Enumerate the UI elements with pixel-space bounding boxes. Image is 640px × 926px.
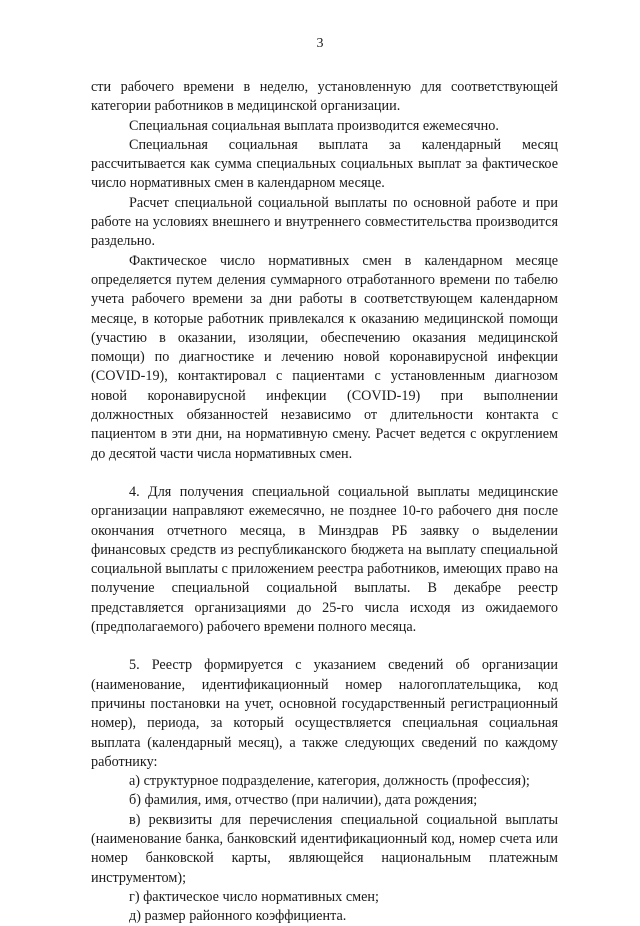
document-body [91,78,558,926]
list-item-g: г) фактическое число нормативных смен; [129,888,379,905]
paragraph-separate-calculation: Расчет специальной социальной выплаты по основной работе и при работе на условиях внешнего и внутреннего совместительства производится раздельно. [91,194,558,250]
list-item-a: а) структурное подразделение, категория, должность (профессия); [129,773,530,790]
list-item-b: б) фамилия, имя, отчество (при наличии), дата рождения; [129,792,478,809]
paragraph-item-5: 5. Реестр формируется с указанием сведений об организации (наименование, идентификационный номер налогоплательщика, код причины постановки на учет, основной государственный регистрационный номер), периода, за который осуществляется специальная социальная выплата (календарный месяц), а также следующих сведений по каждому работнику: [91,657,558,770]
page-number: 3 [316,36,324,51]
paragraph-monthly-calculation: Специальная социальная выплата за календарный месяц рассчитывается как сумма специальных социальных выплат за фактическое число нормативных смен в календарном месяце. [91,136,558,192]
paragraph-monthly-payment: Специальная социальная выплата производится ежемесячно. [129,117,499,134]
paragraph-item-4: 4. Для получения специальной социальной выплаты медицинские организации направляют ежемесячно, не позднее 10-го рабочего дня после окончания отчетного месяца, в Минздрав РБ заявку о выделении финансовых средств из республиканского бюджета на выплату специальной социальной выплаты с приложением реестра работников, имеющих право на получение специальной социальной выплаты. В декабре реестр представляется организациями до 25-го числа исходя из ожидаемого (предполагаемого) рабочего времени полного месяца. [91,483,558,636]
list-item-v: в) реквизиты для перечисления специальной социальной выплаты (наименование банка, банковский идентификационный код, номер счета или номер банковской карты, являющейся национальным платежным инструментом); [91,811,558,886]
paragraph-actual-shifts: Фактическое число нормативных смен в календарном месяце определяется путем деления суммарного отработанного времени по табелю учета рабочего времени за дни работы в соответствующем календарном месяце, в которые работник привлекался к оказанию медицинской помощи (участию в оказании, изоляции, обеспечению оказания медицинской помощи) по диагностике и лечению новой коронавирусной инфекции (COVID-19), контактировал с пациентами с установленным диагнозом новой коронавирусной инфекции (COVID-19) при выполнении должностных обязанностей независимо от длительности контакта с пациентом в эти дни, на нормативную смену. Расчет ведется с округлением до десятой части числа нормативных смен. [91,252,558,462]
paragraph-continuation: сти рабочего времени в неделю, установленную для соответствующей категории работников в медицинской организации. [91,79,558,115]
list-item-d: д) размер районного коэффициента. [129,908,347,925]
